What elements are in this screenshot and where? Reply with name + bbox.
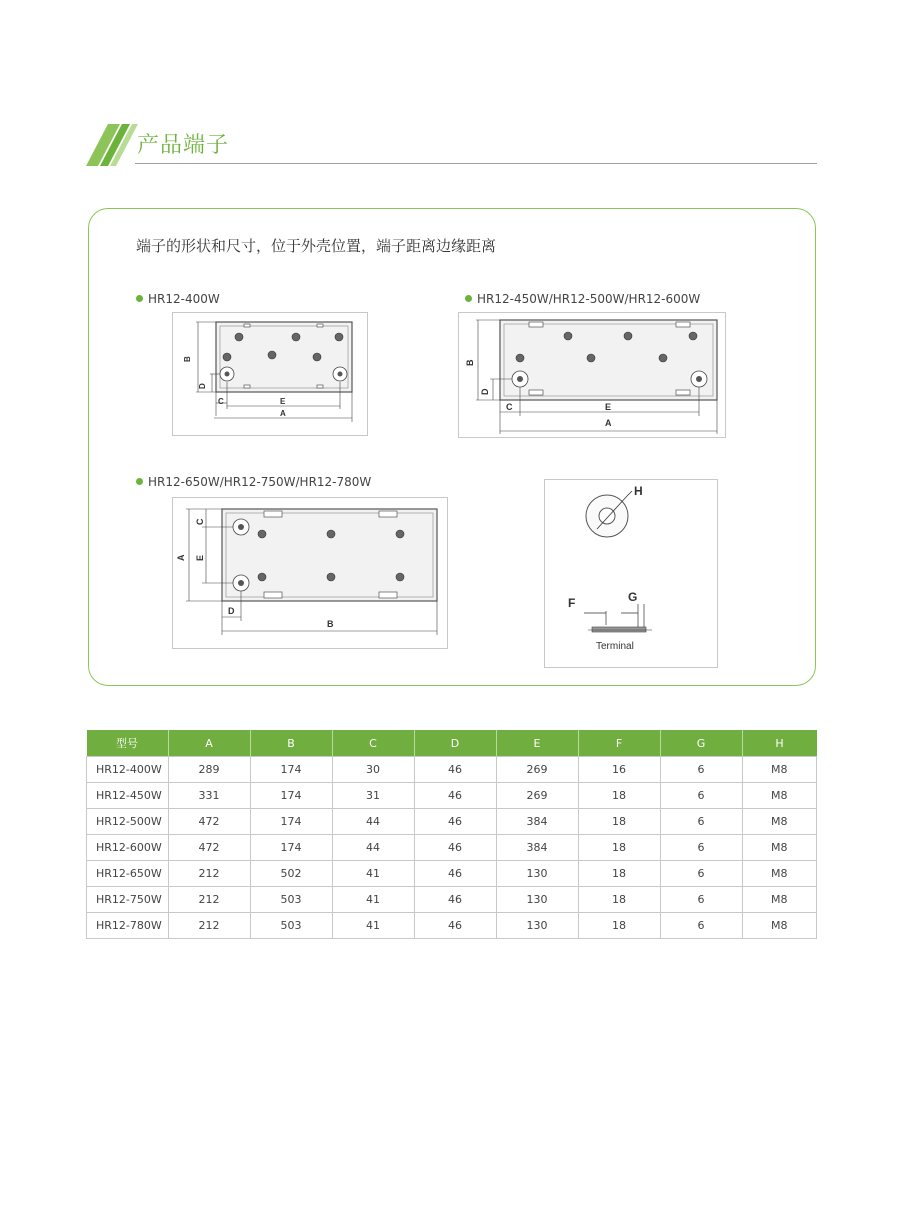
diagram-hr12-450-600w — [458, 312, 726, 438]
value-cell: 331 — [168, 783, 250, 809]
column-header: G — [660, 730, 742, 757]
value-cell: 212 — [168, 887, 250, 913]
header-stripe-icon — [86, 124, 138, 166]
value-cell: 18 — [578, 809, 660, 835]
value-cell: 130 — [496, 913, 578, 939]
intro-text: 端子的形状和尺寸，位于外壳位置，端子距离边缘距离 — [136, 237, 497, 255]
table-body — [87, 757, 817, 939]
model-name: HR12-650W/HR12-750W/HR12-780W — [148, 475, 372, 489]
table-row — [87, 887, 817, 913]
dim-label-e: E — [195, 554, 205, 561]
dim-label-e: E — [280, 397, 286, 406]
value-cell: 46 — [414, 861, 496, 887]
value-cell: 174 — [250, 783, 332, 809]
value-cell: 46 — [414, 809, 496, 835]
value-cell: 502 — [250, 861, 332, 887]
value-cell: 18 — [578, 783, 660, 809]
column-header: D — [414, 730, 496, 757]
column-header: 型号 — [87, 730, 169, 757]
value-cell: 46 — [414, 783, 496, 809]
spec-table — [86, 730, 817, 939]
value-cell: 6 — [660, 861, 742, 887]
dim-label-g: G — [628, 590, 638, 604]
value-cell: 289 — [168, 757, 250, 783]
value-cell: M8 — [742, 887, 817, 913]
value-cell: 6 — [660, 835, 742, 861]
value-cell: 384 — [496, 835, 578, 861]
column-header: C — [332, 730, 414, 757]
dim-label-c: C — [195, 518, 205, 525]
dim-label-d: D — [198, 383, 207, 389]
model-name: HR12-450W/HR12-500W/HR12-600W — [477, 292, 701, 306]
model-label-650-780 — [136, 475, 371, 489]
table-row — [87, 913, 817, 939]
value-cell: 503 — [250, 887, 332, 913]
dim-label-e: E — [605, 402, 612, 412]
value-cell: M8 — [742, 757, 817, 783]
value-cell: 6 — [660, 757, 742, 783]
value-cell: 472 — [168, 835, 250, 861]
value-cell: 6 — [660, 809, 742, 835]
dim-label-b: B — [465, 359, 475, 366]
bullet-icon — [465, 295, 472, 302]
dim-label-h: H — [634, 484, 643, 498]
dim-label-a: A — [280, 409, 286, 418]
value-cell: 6 — [660, 887, 742, 913]
value-cell: 18 — [578, 887, 660, 913]
value-cell: 503 — [250, 913, 332, 939]
table-row — [87, 861, 817, 887]
model-cell: HR12-780W — [87, 913, 169, 939]
value-cell: 130 — [496, 887, 578, 913]
dim-label-a: A — [176, 554, 186, 561]
value-cell: 472 — [168, 809, 250, 835]
model-label-400 — [136, 292, 220, 306]
model-cell: HR12-750W — [87, 887, 169, 913]
value-cell: M8 — [742, 861, 817, 887]
dim-label-c: C — [218, 397, 224, 406]
value-cell: 174 — [250, 809, 332, 835]
model-cell: HR12-450W — [87, 783, 169, 809]
value-cell: 212 — [168, 913, 250, 939]
value-cell: 174 — [250, 835, 332, 861]
table-row — [87, 783, 817, 809]
value-cell: 384 — [496, 809, 578, 835]
value-cell: 41 — [332, 861, 414, 887]
dim-label-a: A — [605, 418, 612, 428]
dim-label-f: F — [568, 596, 576, 610]
model-name: HR12-400W — [148, 292, 220, 306]
table-row — [87, 835, 817, 861]
value-cell: 30 — [332, 757, 414, 783]
model-cell: HR12-600W — [87, 835, 169, 861]
value-cell: M8 — [742, 835, 817, 861]
value-cell: 174 — [250, 757, 332, 783]
value-cell: 6 — [660, 913, 742, 939]
value-cell: 41 — [332, 913, 414, 939]
value-cell: M8 — [742, 809, 817, 835]
value-cell: 44 — [332, 809, 414, 835]
value-cell: 269 — [496, 757, 578, 783]
value-cell: 46 — [414, 887, 496, 913]
model-cell: HR12-500W — [87, 809, 169, 835]
page-title: 产品端子 — [137, 133, 230, 158]
column-header: E — [496, 730, 578, 757]
column-header: F — [578, 730, 660, 757]
column-header: H — [742, 730, 817, 757]
value-cell: 46 — [414, 835, 496, 861]
column-header: B — [250, 730, 332, 757]
value-cell: 31 — [332, 783, 414, 809]
model-cell: HR12-650W — [87, 861, 169, 887]
value-cell: 6 — [660, 783, 742, 809]
bullet-icon — [136, 295, 143, 302]
value-cell: 46 — [414, 913, 496, 939]
dim-label-d: D — [228, 606, 235, 616]
diagram-terminal-detail — [544, 479, 718, 669]
value-cell: M8 — [742, 913, 817, 939]
model-cell: HR12-400W — [87, 757, 169, 783]
value-cell: M8 — [742, 783, 817, 809]
value-cell: 16 — [578, 757, 660, 783]
value-cell: 130 — [496, 861, 578, 887]
value-cell: 18 — [578, 913, 660, 939]
terminal-caption: Terminal — [596, 641, 634, 652]
diagram-hr12-400w — [172, 312, 368, 436]
header-divider — [135, 163, 817, 164]
value-cell: 18 — [578, 861, 660, 887]
value-cell: 269 — [496, 783, 578, 809]
value-cell: 41 — [332, 887, 414, 913]
dim-label-d: D — [480, 388, 490, 395]
bullet-icon — [136, 478, 143, 485]
table-row — [87, 757, 817, 783]
table-header-row — [87, 730, 817, 757]
value-cell: 212 — [168, 861, 250, 887]
dim-label-c: C — [506, 402, 513, 412]
dim-label-b: B — [327, 619, 334, 629]
diagram-hr12-650-780w — [172, 497, 448, 649]
dim-label-b: B — [183, 356, 192, 362]
value-cell: 44 — [332, 835, 414, 861]
table-row — [87, 809, 817, 835]
value-cell: 18 — [578, 835, 660, 861]
value-cell: 46 — [414, 757, 496, 783]
column-header: A — [168, 730, 250, 757]
model-label-450-600 — [465, 292, 700, 306]
